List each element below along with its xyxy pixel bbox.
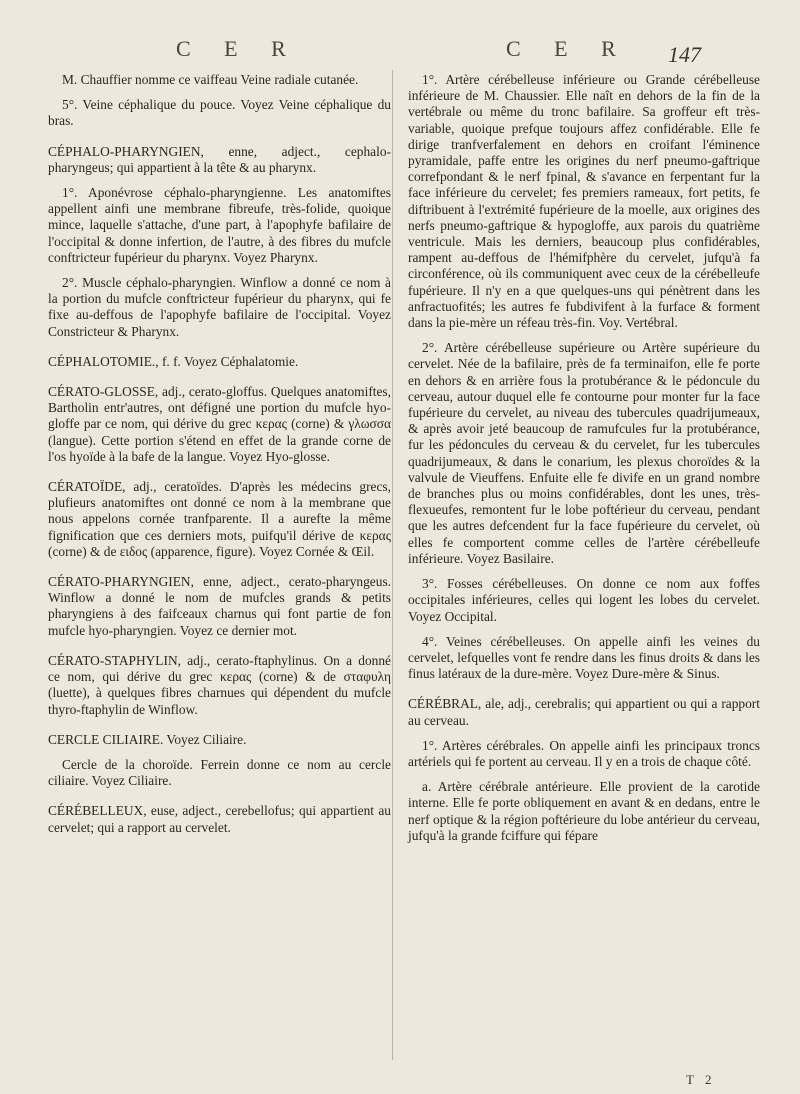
- running-head-right: C E R: [506, 36, 630, 61]
- entry-headword-paragraph: CÉRÉBELLEUX, euse, adject., cerebellofus; qui appartient au cervelet; qui a rapport au cervelet.: [48, 803, 391, 835]
- signature-mark: T 2: [686, 1072, 716, 1087]
- entry-paragraph: 2°. Artère cérébelleuse supérieure ou Artère supérieure du cervelet. Née de la bafilaire, près de fa terminaifon, elle fe porte en dehors & en arrière fous la protubérance & le pédoncule du cerveau, autour duquel elle fe contourne pour monter fur la face fupérieure du cervelet, au niveau des tubercules quadrijumeaux, & après avoir jeté beaucoup de ramufcules fur la protubérance, fur les pédoncules du cerveau & du cervelet, fur les tubercules quadrijumeaux, & dans le conarium, les plexus choroïdes & la valvule de Vieuffens. Enfuite elle fe divife en un grand nombre de branches plus ou moins confidérables, dont les unes, très-flexueufes, remontent fur le lobe poftérieur du cerveau, pendant que les autres defcendent fur la face fupérieure du cervelet, où elles fe comportent comme celles de l'artère cérébelleufe inférieure. Voyez Basilaire.: [408, 340, 760, 566]
- entry-paragraph: a. Artère cérébrale antérieure. Elle provient de la carotide interne. Elle fe porte obliquement en avant & en dedans, entre le nerf optique & la région poftérieure du lobe antérieur du cerveau, jufqu'à la grande fciffure qui fépare: [408, 779, 760, 843]
- entry-headword-paragraph: CÉPHALO-PHARYNGIEN, enne, adject., cephalo-pharyngeus; qui appartient à la tête & au pharynx.: [48, 143, 391, 175]
- entry-headword-paragraph: CÉPHALOTOMIE., f. f. Voyez Céphalatomie.: [48, 353, 299, 369]
- entry-headword-paragraph: CÉRATO-STAPHYLIN, adj., cerato-ftaphylinus. On a donné ce nom, qui dérive du grec κερας (corne) & de σταφυλη (luette), à quelques fibres charnues qui dépendent du mufcle thyro-ftaphylin de Winflow.: [48, 652, 391, 717]
- entry-headword-paragraph: CERCLE CILIAIRE. Voyez Ciliaire.: [48, 731, 247, 747]
- entry-headword-paragraph: CÉRÉBRAL, ale, adj., cerebralis; qui appartient ou qui a rapport au cerveau.: [408, 696, 760, 728]
- entry-paragraph: 1°. Artère cérébelleuse inférieure ou Grande cérébelleuse inférieure de M. Chaussier. Elle naît en dehors de la fin de la vertébrale ou même du tronc bafilaire. Sa groffeur eft très-variable, quoique prefque toujours affez confidérable. Elle fe dirige tranfverfalement en dehors en croifant l'éminence pyramidale, paffe entre les origines du nerf pneumo-gaftrique correfpondant & le nerf fpinal, & s'avance en ferpentant fur la face inférieure du cervelet; fes premiers rameaux, fort petits, fe diftribuent à l'extrémité fupérieure de la moelle, aux origines des nerfs pneumo-gaftrique & hypogloffe, aux parois du quatrième ventricule. Mais les derniers, beaucoup plus confidérables, rampent au-deffous de l'hémifphère du cervelet, jufqu'à fa circonférence, où ils communiquent avec ceux de la cérébelleufe fupérieure. Il n'y en a que quelques-uns qui pénètrent dans les anfractuofités; les autres fe fubdivifent à la furface & forment dans la pie-mère un réfeau très-fin. Voy. Vertébral.: [408, 72, 760, 331]
- entry-paragraph: 3°. Fosses cérébelleuses. On donne ce nom aux foffes occipitales inférieures, celles qui logent les lobes du cervelet. Voyez Occipital.: [408, 576, 760, 624]
- entry-headword-paragraph: CÉRATO-GLOSSE, adj., cerato-gloffus. Quelques anatomiftes, Bartholin entr'autres, ont défigné une portion du mufcle hyo-gloffe par ce nom, qui dérive du grec κερας (corne) & γλωσσα (langue). Cette portion s'étend en effet de la grande corne de l'os hyoïde à la bafe de la langue. Voyez Hyo-glosse.: [48, 384, 391, 464]
- entry-paragraph: 4°. Veines cérébelleuses. On appelle ainfi les veines du cervelet, lefquelles vont fe rendre dans les finus droits & dans les finus latéraux de la dure-mère. Voyez Dure-mère & Sinus.: [408, 633, 760, 682]
- left-column: [48, 72, 391, 845]
- entry-headword-paragraph: CÉRATOÏDE, adj., ceratoïdes. D'après les médecins grecs, plufieurs anatomiftes ont donné ce nom à la membrane que nous appelons cornée tranfparente. Il a aurefte la même fignification que ces derniers mots, puifqu'il dérive de κερας (corne) & de ειδος (apparence, figure). Voyez Cornée & Œil.: [48, 479, 391, 559]
- entry-paragraph: 2°. Muscle céphalo-pharyngien. Winflow a donné ce nom à la portion du mufcle conftricteur fupérieur du pharynx, qui fe fixe au-deffous de l'apophyfe bafilaire de l'occipital. Voyez Constricteur & Pharynx.: [48, 275, 391, 339]
- entry-headword-paragraph: CÉRATO-PHARYNGIEN, enne, adject., cerato-pharyngeus. Winflow a donné le nom de mufcles grands & petits pharyngiens à des faifceaux charnus qui font partie de fon mufcle hyo-pharyngien. Voyez ce dernier mot.: [48, 574, 391, 638]
- entry-paragraph: 1°. Aponévrose céphalo-pharyngienne. Les anatomiftes appellent ainfi une membrane fibreufe, très-folide, quoique mince, laquelle s'attache, d'une part, à l'apophyfe bafilaire de l'occipital & donne infertion, de l'autre, à des fibres du mufcle conftricteur fupérieur du pharynx. Voyez Pharynx.: [48, 185, 391, 265]
- right-column: [408, 72, 760, 853]
- entry-paragraph: 5°. Veine céphalique du pouce. Voyez Veine céphalique du bras.: [48, 97, 391, 129]
- running-head-left: C E R: [176, 36, 300, 61]
- page-number: 147: [668, 42, 701, 67]
- entry-paragraph: 1°. Artères cérébrales. On appelle ainfi les principaux troncs artériels qui fe portent au cerveau. Il y en a trois de chaque côté.: [408, 737, 760, 769]
- entry-paragraph: M. Chauffier nomme ce vaiffeau Veine radiale cutanée.: [62, 72, 359, 87]
- entry-paragraph: Cercle de la choroïde. Ferrein donne ce nom au cercle ciliaire. Voyez Ciliaire.: [48, 756, 391, 789]
- column-divider: [392, 70, 393, 1060]
